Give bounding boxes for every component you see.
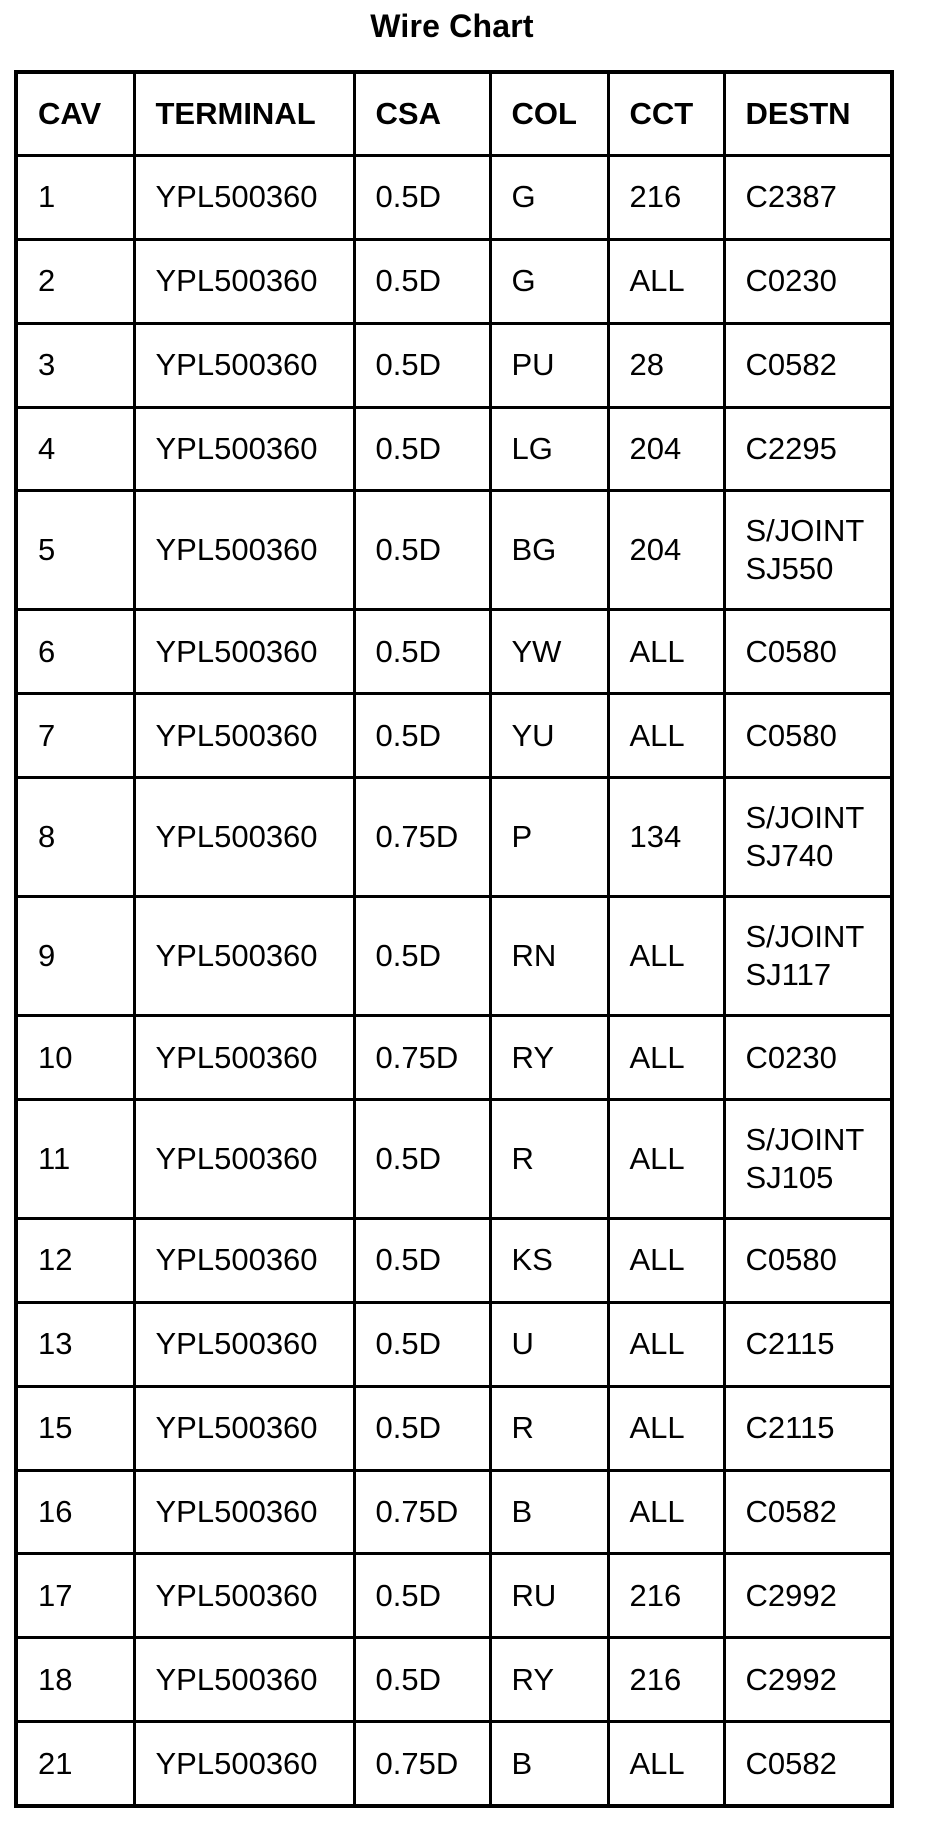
destn-line: C2115 [745,1326,835,1362]
cell-col: RY [490,1638,608,1722]
cell-csa: 0.5D [354,239,490,323]
cell-col: RN [490,897,608,1016]
cell-csa: 0.5D [354,323,490,407]
cell-terminal: YPL500360 [134,1302,354,1386]
cell-cav: 1 [16,156,134,240]
table-header-row [16,72,892,156]
cell-cct: ALL [608,239,724,323]
cell-destn [724,1016,892,1100]
column-header-cct: CCT [608,72,724,156]
cell-csa: 0.5D [354,1100,490,1219]
cell-col: U [490,1302,608,1386]
cell-cct: ALL [608,1386,724,1470]
cell-destn [724,156,892,240]
cell-csa: 0.5D [354,1386,490,1470]
destn-line: C2115 [745,1410,835,1446]
table-row [16,694,892,778]
cell-cav: 9 [16,897,134,1016]
cell-terminal: YPL500360 [134,1100,354,1219]
cell-cct: 216 [608,156,724,240]
destn-line: C0580 [745,1242,837,1278]
page-title: Wire Chart [370,8,534,44]
table-row [16,323,892,407]
cell-cct: 204 [608,491,724,610]
cell-cct: ALL [608,1219,724,1303]
cell-cav: 12 [16,1219,134,1303]
destn-line: S/JOINT [745,1122,865,1158]
cell-col: BG [490,491,608,610]
cell-csa: 0.75D [354,1016,490,1100]
cell-cav: 4 [16,407,134,491]
cell-col: PU [490,323,608,407]
cell-terminal: YPL500360 [134,1470,354,1554]
table-row [16,897,892,1016]
cell-col: B [490,1470,608,1554]
cell-cav: 21 [16,1722,134,1806]
cell-csa: 0.5D [354,1219,490,1303]
cell-col: RU [490,1554,608,1638]
cell-cct: 134 [608,778,724,897]
destn-line: C0580 [745,633,837,669]
table-row [16,778,892,897]
destn-line: C2992 [745,1661,837,1697]
cell-csa: 0.75D [354,778,490,897]
cell-terminal: YPL500360 [134,491,354,610]
cell-csa: 0.5D [354,491,490,610]
cell-terminal: YPL500360 [134,897,354,1016]
destn-line: S/JOINT [745,513,865,549]
cell-cav: 13 [16,1302,134,1386]
wire-chart-table [14,70,894,1808]
table-row [16,610,892,694]
table-row [16,1470,892,1554]
cell-destn [724,1100,892,1219]
cell-csa: 0.5D [354,1302,490,1386]
destn-line: SJ117 [745,957,832,993]
cell-cct: ALL [608,694,724,778]
cell-col: YU [490,694,608,778]
cell-cct: 216 [608,1638,724,1722]
cell-col: P [490,778,608,897]
cell-cav: 10 [16,1016,134,1100]
column-header-cav: CAV [16,72,134,156]
cell-col: KS [490,1219,608,1303]
cell-cct: ALL [608,1302,724,1386]
cell-cav: 7 [16,694,134,778]
cell-terminal: YPL500360 [134,610,354,694]
cell-destn [724,491,892,610]
cell-destn [724,1386,892,1470]
cell-cct: ALL [608,1100,724,1219]
cell-terminal: YPL500360 [134,1386,354,1470]
cell-cct: 204 [608,407,724,491]
cell-col: YW [490,610,608,694]
cell-col: B [490,1722,608,1806]
destn-line: C0582 [745,347,837,383]
cell-cav: 17 [16,1554,134,1638]
cell-col: RY [490,1016,608,1100]
cell-destn [724,1219,892,1303]
cell-csa: 0.5D [354,897,490,1016]
destn-line: C0230 [745,1039,837,1075]
cell-cav: 2 [16,239,134,323]
table-row [16,1638,892,1722]
table-row [16,1100,892,1219]
destn-line: SJ740 [745,838,834,874]
cell-terminal: YPL500360 [134,239,354,323]
cell-cav: 15 [16,1386,134,1470]
cell-terminal: YPL500360 [134,1016,354,1100]
column-header-destn: DESTN [724,72,892,156]
destn-line: C0230 [745,263,837,299]
column-header-csa: CSA [354,72,490,156]
cell-cct: ALL [608,1722,724,1806]
destn-line: C2387 [745,179,837,215]
cell-terminal: YPL500360 [134,1722,354,1806]
cell-terminal: YPL500360 [134,1638,354,1722]
cell-cav: 8 [16,778,134,897]
destn-line: C0582 [745,1745,837,1781]
table-row [16,1554,892,1638]
cell-destn [724,610,892,694]
cell-terminal: YPL500360 [134,1554,354,1638]
cell-col: R [490,1386,608,1470]
cell-cct: ALL [608,1016,724,1100]
cell-col: G [490,239,608,323]
destn-line: C0580 [745,717,837,753]
cell-destn [724,1470,892,1554]
cell-csa: 0.5D [354,407,490,491]
destn-line: S/JOINT [745,800,865,836]
cell-cav: 5 [16,491,134,610]
cell-csa: 0.5D [354,610,490,694]
destn-line: C0582 [745,1493,837,1529]
column-header-terminal: TERMINAL [134,72,354,156]
cell-destn [724,1554,892,1638]
table-body [16,156,892,1807]
cell-destn [724,323,892,407]
destn-line: SJ105 [745,1160,834,1196]
cell-csa: 0.5D [354,694,490,778]
cell-col: R [490,1100,608,1219]
table-row [16,239,892,323]
cell-terminal: YPL500360 [134,1219,354,1303]
cell-cct: ALL [608,610,724,694]
cell-cct: ALL [608,897,724,1016]
cell-cav: 6 [16,610,134,694]
destn-line: S/JOINT [745,919,865,955]
cell-terminal: YPL500360 [134,407,354,491]
cell-csa: 0.5D [354,1638,490,1722]
destn-line: C2992 [745,1577,837,1613]
cell-cav: 16 [16,1470,134,1554]
cell-destn [724,694,892,778]
cell-col: LG [490,407,608,491]
table-row [16,1722,892,1806]
cell-destn [724,1638,892,1722]
cell-cav: 3 [16,323,134,407]
cell-csa: 0.75D [354,1722,490,1806]
cell-cct: 216 [608,1554,724,1638]
destn-line: C2295 [745,430,837,466]
destn-line: SJ550 [745,551,834,587]
cell-destn [724,239,892,323]
cell-cct: ALL [608,1470,724,1554]
cell-terminal: YPL500360 [134,323,354,407]
cell-terminal: YPL500360 [134,156,354,240]
cell-destn [724,897,892,1016]
table-row [16,156,892,240]
table-row [16,1302,892,1386]
table-row [16,407,892,491]
cell-csa: 0.75D [354,1470,490,1554]
cell-cav: 18 [16,1638,134,1722]
cell-destn [724,1302,892,1386]
cell-destn [724,1722,892,1806]
table-row [16,1016,892,1100]
cell-csa: 0.5D [354,1554,490,1638]
cell-destn [724,407,892,491]
cell-destn [724,778,892,897]
column-header-col: COL [490,72,608,156]
cell-terminal: YPL500360 [134,778,354,897]
cell-cct: 28 [608,323,724,407]
table-row [16,491,892,610]
table-row [16,1219,892,1303]
cell-terminal: YPL500360 [134,694,354,778]
cell-col: G [490,156,608,240]
cell-csa: 0.5D [354,156,490,240]
table-row [16,1386,892,1470]
cell-cav: 11 [16,1100,134,1219]
